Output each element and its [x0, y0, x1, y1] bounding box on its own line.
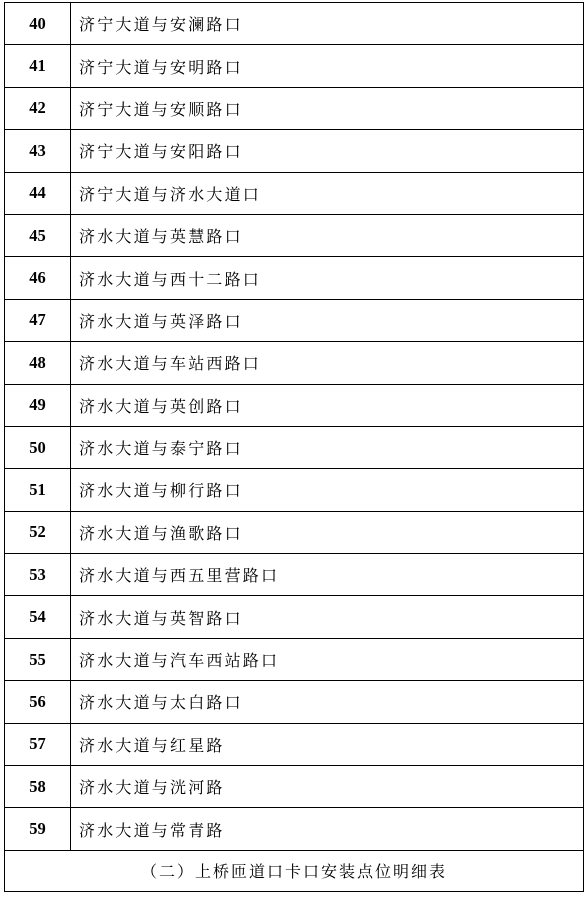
intersection-name: 济水大道与西五里营路口	[71, 554, 584, 596]
table-row	[5, 596, 584, 638]
intersection-name: 济水大道与渔歌路口	[71, 511, 584, 553]
intersection-name: 济宁大道与安阳路口	[71, 130, 584, 172]
row-number: 43	[5, 130, 71, 172]
intersection-name: 济水大道与英慧路口	[71, 214, 584, 256]
table-row	[5, 426, 584, 468]
intersection-name: 济水大道与汽车西站路口	[71, 638, 584, 680]
intersection-name: 济宁大道与济水大道口	[71, 172, 584, 214]
checkpoint-table	[4, 2, 584, 892]
table-row	[5, 384, 584, 426]
intersection-name: 济水大道与英创路口	[71, 384, 584, 426]
table-row	[5, 723, 584, 765]
row-number: 41	[5, 45, 71, 87]
table-row	[5, 638, 584, 680]
intersection-name: 济水大道与泰宁路口	[71, 426, 584, 468]
row-number: 42	[5, 87, 71, 129]
table-row	[5, 214, 584, 256]
row-number: 49	[5, 384, 71, 426]
table-row	[5, 172, 584, 214]
intersection-name: 济水大道与洸河路	[71, 766, 584, 808]
row-number: 40	[5, 3, 71, 45]
row-number: 45	[5, 214, 71, 256]
row-number: 52	[5, 511, 71, 553]
row-number: 46	[5, 257, 71, 299]
table-row	[5, 130, 584, 172]
intersection-name: 济水大道与红星路	[71, 723, 584, 765]
table-row	[5, 87, 584, 129]
table-row	[5, 342, 584, 384]
row-number: 55	[5, 638, 71, 680]
intersection-name: 济宁大道与安顺路口	[71, 87, 584, 129]
intersection-name: 济水大道与西十二路口	[71, 257, 584, 299]
intersection-name: 济宁大道与安明路口	[71, 45, 584, 87]
table-row	[5, 511, 584, 553]
intersection-name: 济水大道与车站西路口	[71, 342, 584, 384]
intersection-name: 济水大道与英泽路口	[71, 299, 584, 341]
row-number: 58	[5, 766, 71, 808]
table-footer-row	[5, 850, 584, 891]
row-number: 53	[5, 554, 71, 596]
intersection-name: 济水大道与柳行路口	[71, 469, 584, 511]
intersection-name: 济水大道与英智路口	[71, 596, 584, 638]
intersection-name: 济水大道与常青路	[71, 808, 584, 850]
table-row	[5, 3, 584, 45]
intersection-name: 济宁大道与安澜路口	[71, 3, 584, 45]
table-row	[5, 45, 584, 87]
row-number: 47	[5, 299, 71, 341]
table-row	[5, 808, 584, 850]
row-number: 50	[5, 426, 71, 468]
table-row	[5, 554, 584, 596]
section-heading: （二）上桥匝道口卡口安装点位明细表	[5, 850, 584, 891]
table-row	[5, 299, 584, 341]
intersection-name: 济水大道与太白路口	[71, 681, 584, 723]
table-row	[5, 766, 584, 808]
table-body	[5, 3, 584, 892]
table-row	[5, 257, 584, 299]
row-number: 54	[5, 596, 71, 638]
row-number: 51	[5, 469, 71, 511]
row-number: 44	[5, 172, 71, 214]
table-row	[5, 681, 584, 723]
row-number: 48	[5, 342, 71, 384]
row-number: 57	[5, 723, 71, 765]
row-number: 56	[5, 681, 71, 723]
table-row	[5, 469, 584, 511]
row-number: 59	[5, 808, 71, 850]
